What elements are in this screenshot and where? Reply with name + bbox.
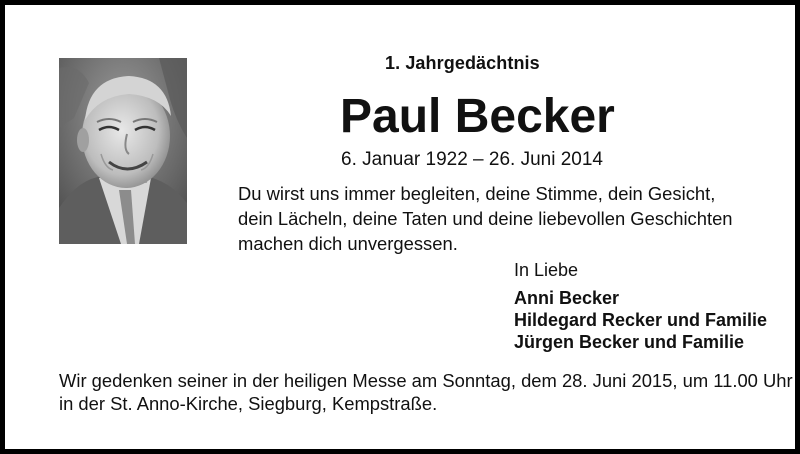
verse-line: Du wirst uns immer begleiten, deine Stimme, dein Gesicht, <box>238 183 716 204</box>
portrait-photo <box>59 58 187 244</box>
mourner-name: Jürgen Becker und Familie <box>514 332 745 352</box>
mourners-list <box>514 287 767 353</box>
memorial-service-info <box>59 369 793 415</box>
occasion-heading: 1. Jahrgedächtnis <box>385 53 540 73</box>
life-dates: 6. Januar 1922 – 26. Juni 2014 <box>341 149 603 170</box>
deceased-name: Paul Becker <box>340 90 615 143</box>
mourner-name: Anni Becker <box>514 288 620 308</box>
service-line: Wir gedenken seiner in der heiligen Messe am Sonntag, dem 28. Juni 2015, um 11.00 Uhr <box>59 370 793 391</box>
verse-line: dein Lächeln, deine Taten und deine liebevollen Geschichten <box>238 208 733 229</box>
mourner-name: Hildegard Recker und Familie <box>514 310 768 330</box>
verse <box>238 181 733 256</box>
in-love-label: In Liebe <box>514 260 579 280</box>
verse-line: machen dich unvergessen. <box>238 233 458 254</box>
service-line: in der St. Anno-Kirche, Siegburg, Kempstraße. <box>59 393 438 414</box>
